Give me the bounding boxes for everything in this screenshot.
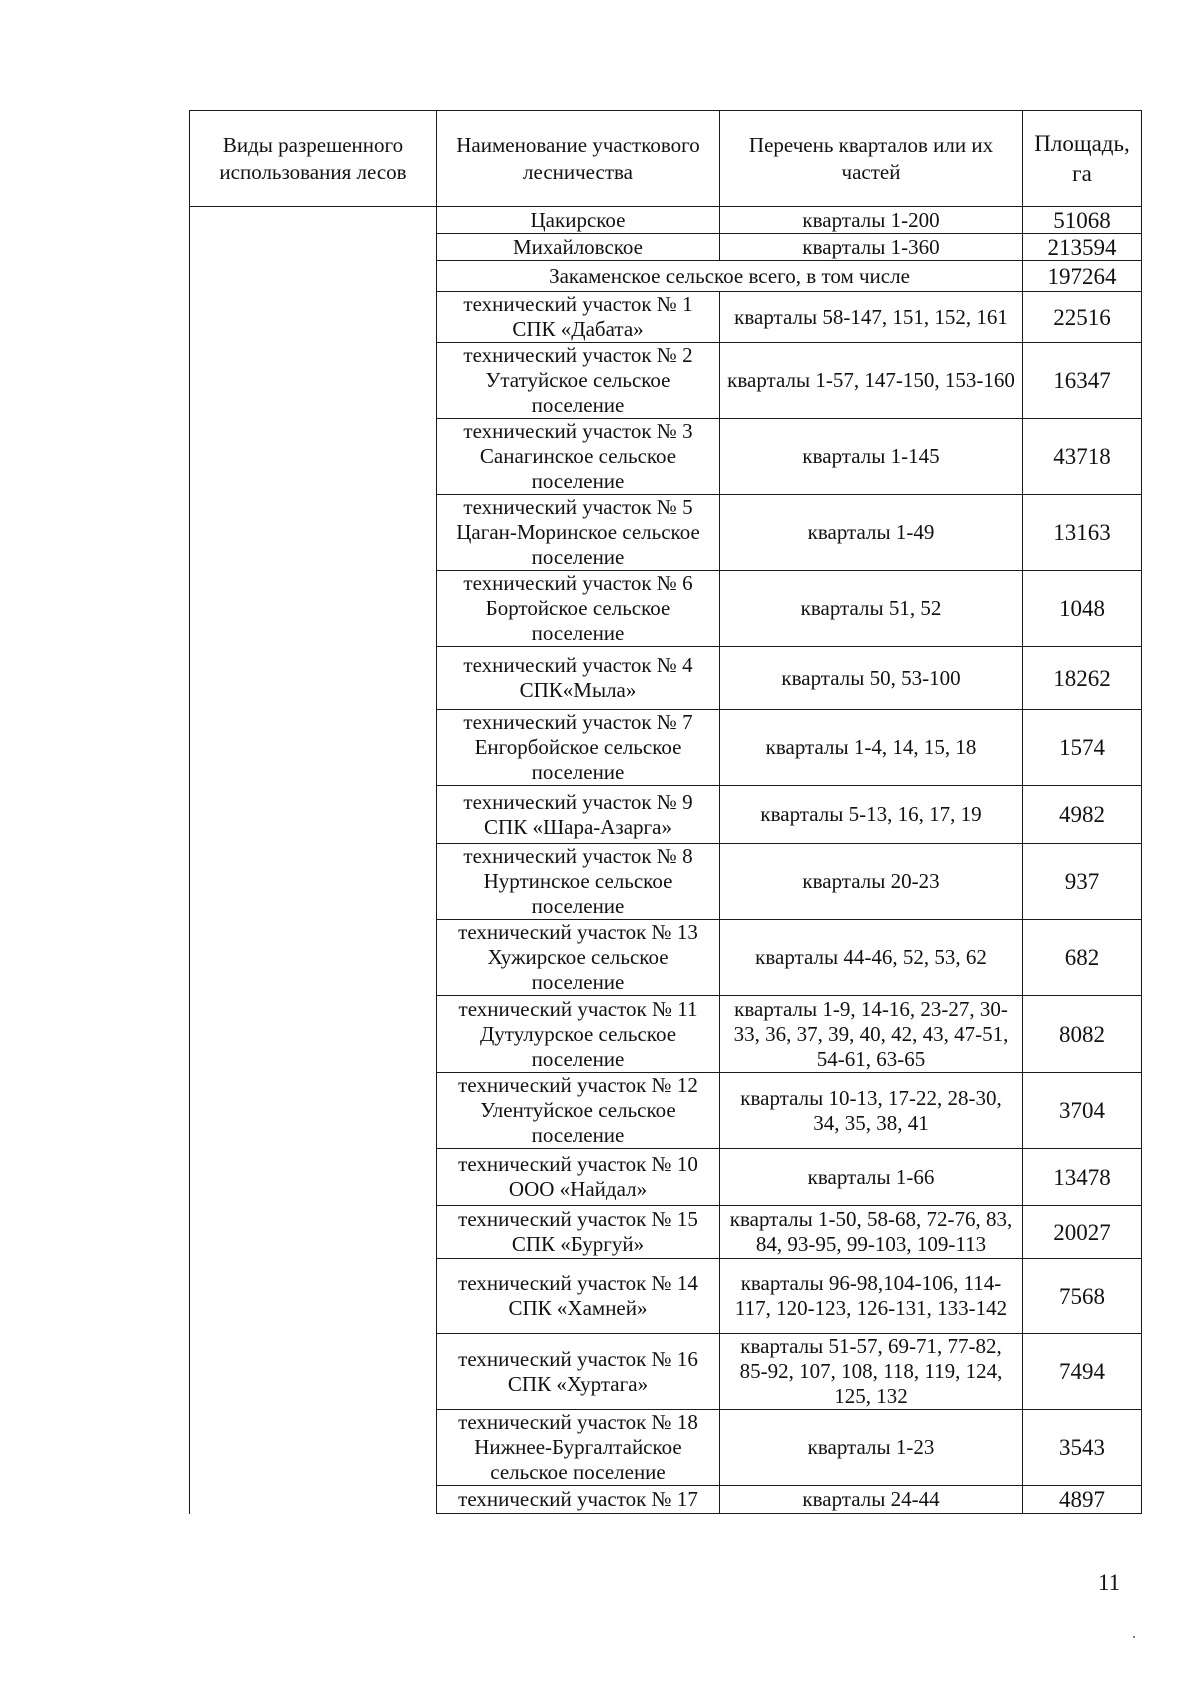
forestry-name-cell: технический участок № 17 <box>437 1486 720 1514</box>
quarters-cell: кварталы 1-145 <box>720 419 1023 495</box>
forestry-name-cell: Закаменское сельское всего, в том числе <box>437 261 1023 292</box>
quarters-cell: кварталы 51, 52 <box>720 571 1023 647</box>
area-cell: 7494 <box>1023 1334 1142 1410</box>
forest-use-table <box>189 110 1142 1514</box>
forestry-name-cell: технический участок № 12 Улентуйское сельское поселение <box>437 1073 720 1149</box>
forestry-name-cell: технический участок № 8 Нуртинское сельское поселение <box>437 844 720 920</box>
area-cell: 13163 <box>1023 495 1142 571</box>
forestry-name-cell: технический участок № 2 Утатуйское сельское поселение <box>437 343 720 419</box>
area-cell: 1574 <box>1023 710 1142 786</box>
quarters-cell: кварталы 1-200 <box>720 207 1023 234</box>
quarters-cell: кварталы 24-44 <box>720 1486 1023 1514</box>
area-cell: 197264 <box>1023 261 1142 292</box>
forestry-name-cell: Михайловское <box>437 234 720 261</box>
quarters-cell: кварталы 58-147, 151, 152, 161 <box>720 292 1023 343</box>
area-cell: 4897 <box>1023 1486 1142 1514</box>
forestry-name-cell: технический участок № 3 Санагинское сельское поселение <box>437 419 720 495</box>
table-row <box>190 207 1142 234</box>
quarters-cell: кварталы 50, 53-100 <box>720 647 1023 710</box>
table-body <box>190 207 1142 1514</box>
quarters-cell: кварталы 96-98,104-106, 114-117, 120-123, 126-131, 133-142 <box>720 1259 1023 1334</box>
area-cell: 43718 <box>1023 419 1142 495</box>
forestry-name-cell: технический участок № 5 Цаган-Моринское сельское поселение <box>437 495 720 571</box>
area-cell: 682 <box>1023 920 1142 996</box>
quarters-cell: кварталы 1-9, 14-16, 23-27, 30-33, 36, 37, 39, 40, 42, 43, 47-51, 54-61, 63-65 <box>720 996 1023 1073</box>
area-cell: 22516 <box>1023 292 1142 343</box>
header-quarters: Перечень кварталов или их частей <box>720 111 1023 207</box>
area-cell: 937 <box>1023 844 1142 920</box>
header-area: Площадь, га <box>1023 111 1142 207</box>
quarters-cell: кварталы 20-23 <box>720 844 1023 920</box>
quarters-cell: кварталы 1-23 <box>720 1410 1023 1486</box>
quarters-cell: кварталы 1-4, 14, 15, 18 <box>720 710 1023 786</box>
area-cell: 3704 <box>1023 1073 1142 1149</box>
area-cell: 18262 <box>1023 647 1142 710</box>
quarters-cell: кварталы 1-360 <box>720 234 1023 261</box>
quarters-cell: кварталы 1-66 <box>720 1149 1023 1206</box>
forestry-name-cell: технический участок № 4 СПК«Мыла» <box>437 647 720 710</box>
forestry-name-cell: технический участок № 10 ООО «Найдал» <box>437 1149 720 1206</box>
quarters-cell: кварталы 1-49 <box>720 495 1023 571</box>
quarters-cell: кварталы 10-13, 17-22, 28-30, 34, 35, 38, 41 <box>720 1073 1023 1149</box>
area-cell: 4982 <box>1023 786 1142 844</box>
forestry-name-cell: технический участок № 18 Нижнее-Бургалтайское сельское поселение <box>437 1410 720 1486</box>
page-number: 11 <box>1098 1570 1121 1595</box>
area-cell: 16347 <box>1023 343 1142 419</box>
area-cell: 8082 <box>1023 996 1142 1073</box>
forestry-name-cell: технический участок № 11 Дутулурское сельское поселение <box>437 996 720 1073</box>
quarters-cell: кварталы 51-57, 69-71, 77-82, 85-92, 107, 108, 118, 119, 124, 125, 132 <box>720 1334 1023 1410</box>
quarters-cell: кварталы 5-13, 16, 17, 19 <box>720 786 1023 844</box>
quarters-cell: кварталы 44-46, 52, 53, 62 <box>720 920 1023 996</box>
area-cell: 13478 <box>1023 1149 1142 1206</box>
forestry-name-cell: технический участок № 9 СПК «Шара-Азарга» <box>437 786 720 844</box>
header-use-type: Виды разрешенного использования лесов <box>190 111 437 207</box>
area-cell: 51068 <box>1023 207 1142 234</box>
quarters-cell: кварталы 1-50, 58-68, 72-76, 83, 84, 93-95, 99-103, 109-113 <box>720 1206 1023 1259</box>
area-cell: 20027 <box>1023 1206 1142 1259</box>
forestry-name-cell: технический участок № 1 СПК «Дабата» <box>437 292 720 343</box>
area-cell: 7568 <box>1023 1259 1142 1334</box>
forestry-name-cell: технический участок № 15 СПК «Бургуй» <box>437 1206 720 1259</box>
area-cell: 3543 <box>1023 1410 1142 1486</box>
area-cell: 1048 <box>1023 571 1142 647</box>
use-type-cell <box>190 207 437 1514</box>
forestry-name-cell: технический участок № 14 СПК «Хамней» <box>437 1259 720 1334</box>
scan-artifact <box>1133 1636 1135 1638</box>
quarters-cell: кварталы 1-57, 147-150, 153-160 <box>720 343 1023 419</box>
forestry-name-cell: технический участок № 6 Бортойское сельское поселение <box>437 571 720 647</box>
forestry-name-cell: технический участок № 16 СПК «Хуртага» <box>437 1334 720 1410</box>
forestry-name-cell: технический участок № 7 Енгорбойское сельское поселение <box>437 710 720 786</box>
forestry-name-cell: технический участок № 13 Хужирское сельское поселение <box>437 920 720 996</box>
table-header-row <box>190 111 1142 207</box>
forestry-name-cell: Цакирское <box>437 207 720 234</box>
area-cell: 213594 <box>1023 234 1142 261</box>
header-forestry-name: Наименование участкового лесничества <box>437 111 720 207</box>
